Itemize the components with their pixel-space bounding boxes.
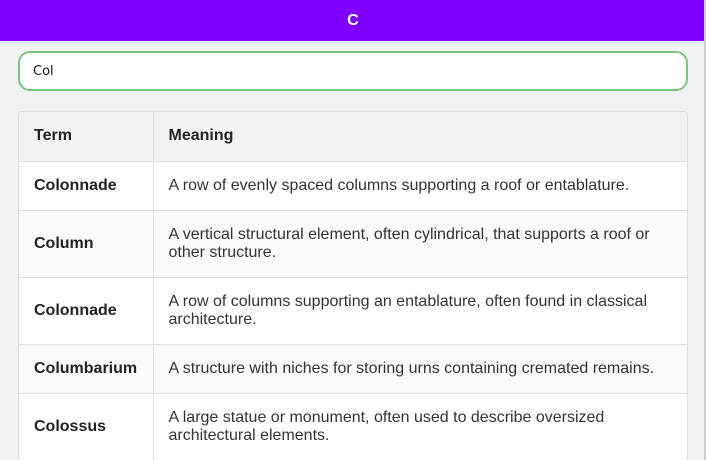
meaning-cell: A large statue or monument, often used to describe oversized architectural elements. (153, 393, 688, 460)
meaning-cell: A row of columns supporting an entablature, often found in classical architecture. (153, 277, 688, 344)
table-row (19, 161, 688, 210)
app-header (0, 0, 706, 41)
column-header-term: Term (19, 112, 153, 161)
table-row (19, 277, 688, 344)
table-row (19, 393, 688, 460)
glossary-table-card (18, 111, 688, 460)
term-cell: Columbarium (19, 344, 153, 393)
search-box (18, 51, 688, 91)
table-row (19, 344, 688, 393)
meaning-cell: A structure with niches for storing urns containing cremated remains. (153, 344, 688, 393)
term-cell: Column (19, 210, 153, 277)
search-input[interactable] (18, 51, 688, 91)
term-cell: Colonnade (19, 277, 153, 344)
term-cell: Colonnade (19, 161, 153, 210)
glossary-table (19, 112, 688, 460)
meaning-cell: A row of evenly spaced columns supporting a roof or entablature. (153, 161, 688, 210)
column-header-meaning: Meaning (153, 112, 688, 161)
header-title: C (347, 11, 359, 29)
table-header-row (19, 112, 688, 161)
meaning-cell: A vertical structural element, often cylindrical, that supports a roof or other structure. (153, 210, 688, 277)
table-row (19, 210, 688, 277)
term-cell: Colossus (19, 393, 153, 460)
